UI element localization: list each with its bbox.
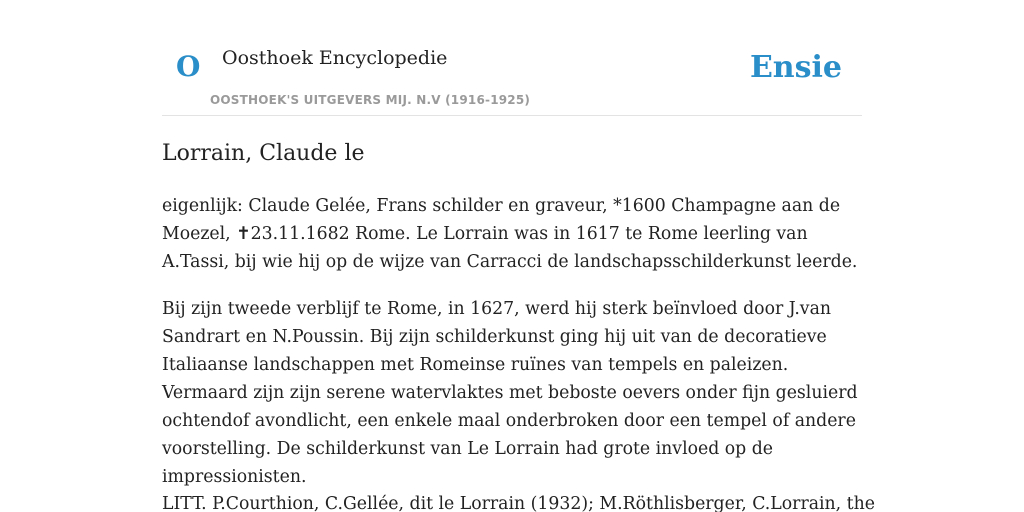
source-logo[interactable]: O [176, 50, 201, 83]
source-header [162, 40, 862, 116]
entry-paragraph: eigenlijk: Claude Gelée, Frans schilder en graveur, *1600 Champagne aan de Moezel, ✝23.11.1682 Rome. Le Lorrain was in 1617 te Rome leerling van A.Tassi, bij wie hij op de wijze van Carracci de landschapsschilderkunst leerde. [162, 196, 858, 272]
entry-paragraph: Bij zijn tweede verblijf te Rome, in 1627, werd hij sterk beïnvloed door J.van Sandrart en N.Poussin. Bij zijn schilderkunst ging hij uit van de decoratieve Italiaanse landschappen met Romeinse ruïnes van tempels en paleizen. Vermaard zijn zijn serene watervlaktes met beboste oevers onder fijn gesluierd ochtendof avondlicht, een enkele maal onderbroken door een tempel of andere voorstelling. De schilderkunst van Le Lorrain had grote invloed op de impressionisten. [162, 299, 858, 487]
publisher-label: OOSTHOEK'S UITGEVERS MIJ. N.V (1916-1925) [210, 93, 531, 107]
entry-title: Lorrain, Claude le [162, 141, 365, 166]
source-title[interactable]: Oosthoek Encyclopedie [222, 47, 448, 69]
brand-logo-link[interactable]: Ensie [749, 50, 842, 85]
entry-literature: LITT. P.Courthion, C.Gellée, dit le Lorrain (1932); M.Röthlisberger, C.Lorrain, the [162, 494, 875, 512]
